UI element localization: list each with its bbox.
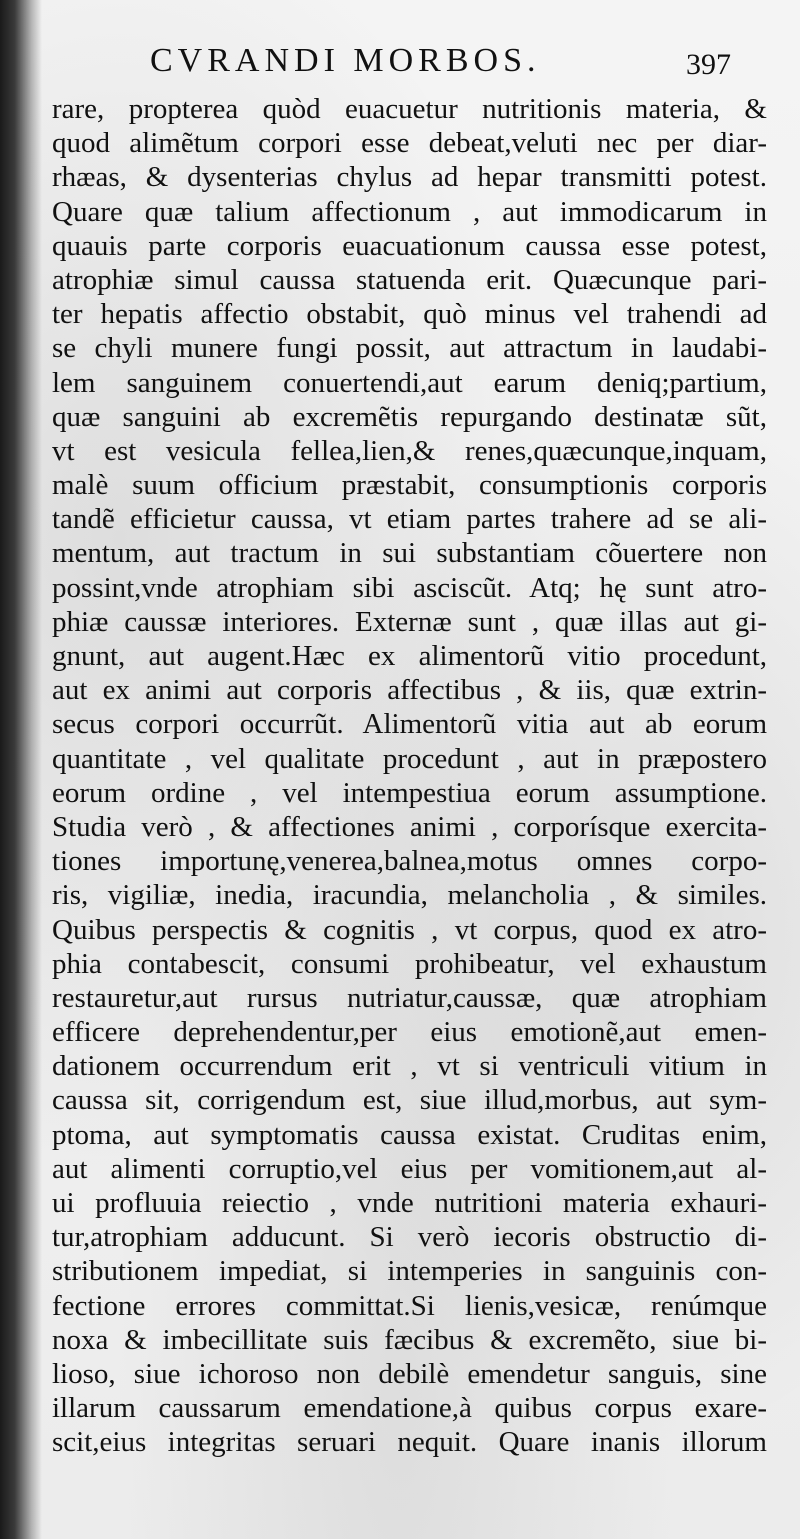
text-line: eorum ordine , vel intempestiua eorum assumptione. [52,776,767,809]
binding-shadow [0,0,42,1539]
text-line: phia contabescit, consumi prohibeatur, vel exhaustum [52,947,767,980]
text-line: rhæas, & dysenterias chylus ad hepar transmitti potest. [52,161,767,194]
text-line: Studia verò , & affectiones animi , corporísque exercita- [52,810,767,843]
text-line: illarum caussarum emendatione,à quibus corpus exare- [52,1392,767,1425]
text-line: phiæ caussæ interiores. Externæ sunt , quæ illas aut gi- [52,605,767,638]
text-line: efficere deprehendentur,per eius emotionẽ,aut emen- [52,1016,767,1049]
text-line: stributionem impediat, si intemperies in sanguinis con- [52,1255,767,1288]
text-line: tandẽ efficietur caussa, vt etiam partes trahere ad se ali- [52,503,767,536]
text-line: quæ sanguini ab excremẽtis repurgando destinatæ sũt, [52,400,767,433]
text-line: noxa & imbecillitate suis fæcibus & excremẽto, siue bi- [52,1323,767,1356]
text-line: ter hepatis affectio obstabit, quò minus vel trahendi ad [52,298,767,331]
page-number: 397 [686,48,731,81]
text-line: dationem occurrendum erit , vt si ventriculi vitium in [52,1050,767,1083]
text-line: ui profluuia reiectio , vnde nutritioni materia exhauri- [52,1187,767,1219]
text-line: malè suum officium præstabit, consumptionis corporis [52,469,767,502]
text-line: ris, vigiliæ, inedia, iracundia, melancholia , & similes. [52,879,767,912]
text-line: fectione errores committat.Si lienis,vesicæ, renúmque [52,1289,767,1322]
running-head: CVRANDI MORBOS. [150,42,541,79]
text-line: atrophiæ simul caussa statuenda erit. Quæcunque pari- [52,263,767,296]
text-line: mentum, aut tractum in sui substantiam cõuertere non [52,537,767,570]
text-line: quauis parte corporis euacuationum caussa esse potest, [52,229,767,262]
text-line: secus corpori occurrũt. Alimentorũ vitia aut ab eorum [52,708,767,741]
text-line: possint,vnde atrophiam sibi asciscũt. Atq; hę sunt atro- [52,571,767,604]
text-line: aut ex animi aut corporis affectibus , & iis, quæ extrin- [52,674,767,707]
text-line: vt est vesicula fellea,lien,& renes,quæcunque,inquam, [52,434,767,467]
text-line: scit,eius integritas seruari nequit. Quare inanis illorum [52,1426,767,1459]
body-text [52,92,767,1460]
text-line: rare, propterea quòd euacuetur nutritionis materia, & [52,93,767,125]
text-line: quod alimẽtum corpori esse debeat,veluti nec per diar- [52,127,767,160]
text-line: se chyli munere fungi possit, aut attractum in laudabi- [52,332,767,365]
text-line: ptoma, aut symptomatis caussa existat. Cruditas enim, [52,1118,767,1151]
text-line: tur,atrophiam adducunt. Si verò iecoris obstructio di- [52,1221,767,1254]
text-line: aut alimenti corruptio,vel eius per vomitionem,aut al- [52,1152,767,1185]
text-line: gnunt, aut augent.Hæc ex alimentorũ vitio procedunt, [52,640,767,672]
text-line: quantitate , vel qualitate procedunt , aut in præpostero [52,742,767,775]
text-line: lem sanguinem conuertendi,aut earum deniq;partium, [52,366,767,399]
text-line: caussa sit, corrigendum est, siue illud,morbus, aut sym- [52,1084,767,1117]
text-line: Quibus perspectis & cognitis , vt corpus, quod ex atro- [52,913,767,946]
text-line: tiones importunę,venerea,balnea,motus omnes corpo- [52,845,767,878]
text-line: Quare quæ talium affectionum , aut immodicarum in [52,195,767,228]
text-line: lioso, siue ichoroso non debilè emendetur sanguis, sine [52,1357,767,1390]
text-line: restauretur,aut rursus nutriatur,caussæ, quæ atrophiam [52,981,767,1014]
